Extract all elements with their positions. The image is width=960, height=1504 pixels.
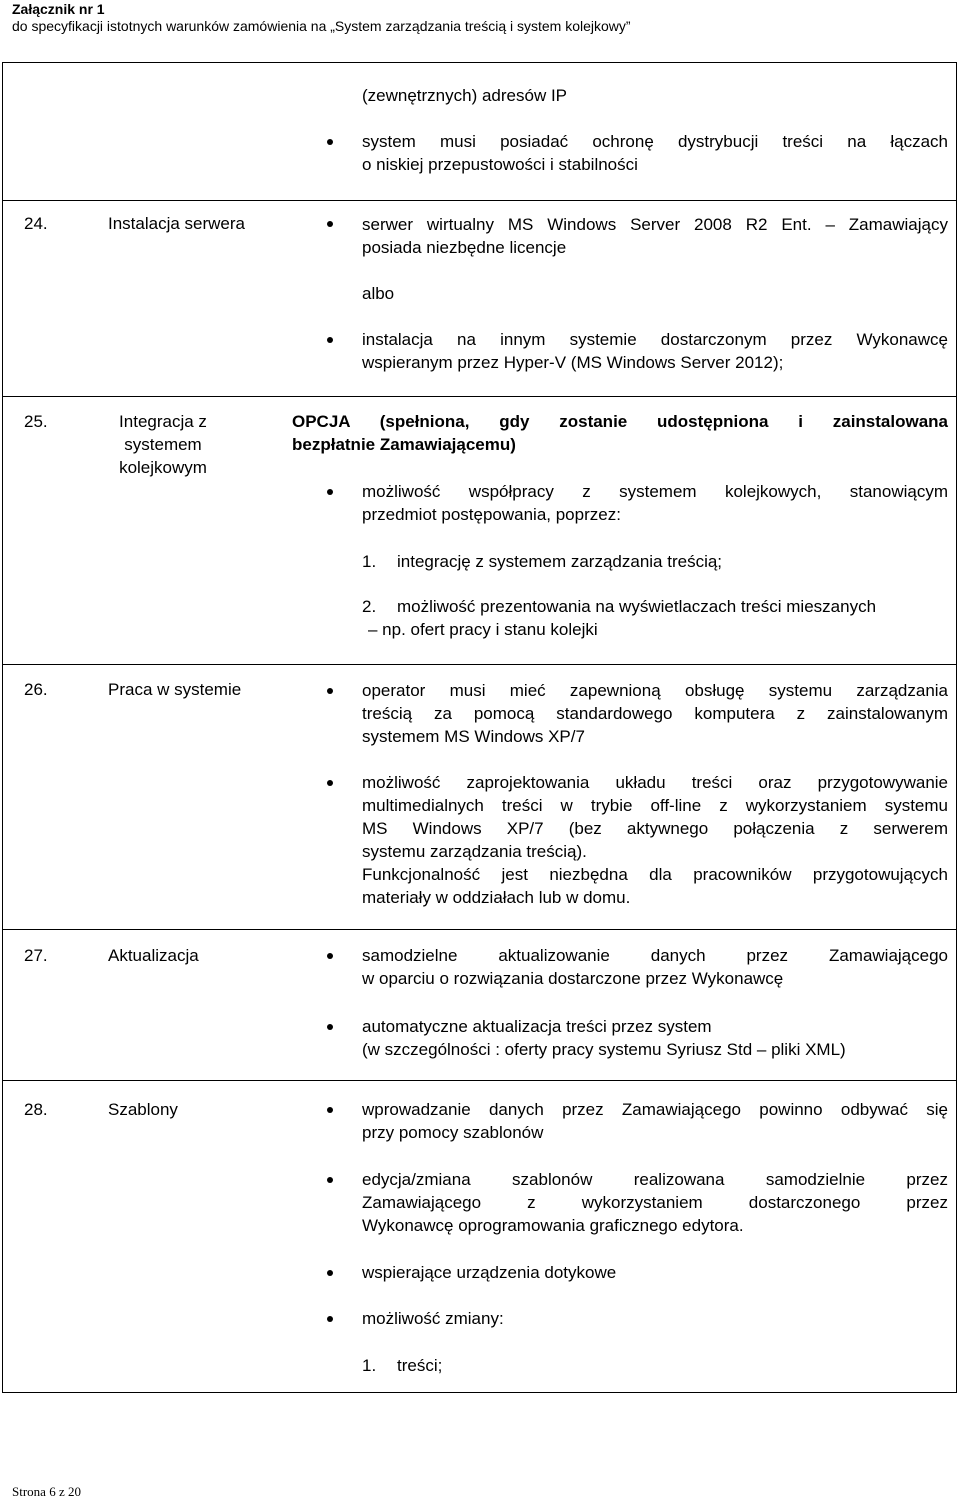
row-divider: [2, 200, 957, 201]
row-number-24: 24.: [24, 214, 48, 233]
r25-item-1: integrację z systemem zarządzania treścią;: [397, 552, 723, 571]
cont-text: (zewnętrznych) adresów IP: [362, 86, 568, 105]
r28-bullet-1: wprowadzanie danych przez Zamawiającego powinno odbywać się przy pomocy szablonów: [362, 1100, 948, 1142]
row-title-28: Szablony: [108, 1100, 178, 1119]
row-number-25: 25.: [24, 412, 48, 431]
row-divider: [2, 396, 957, 397]
r25-option: OPCJA (spełniona, gdy zostanie udostępniona i zainstalowana bezpłatnie Zamawiającemu): [292, 412, 948, 454]
attachment-title: Załącznik nr 1: [12, 1, 105, 17]
bullet-icon: [327, 221, 333, 227]
row-number-27: 27.: [24, 946, 48, 965]
r27-bullet-2: automatyczne aktualizacja treści przez system (w szczególności : oferty pracy systemu Syriusz Std – pliki XML): [362, 1017, 846, 1059]
row-title-25: Integracja z systemem kolejkowym: [119, 412, 207, 477]
r28-bullet-4: możliwość zmiany:: [362, 1309, 504, 1328]
r27-bullet-1: samodzielne aktualizowanie danych przez Zamawiającego w oparciu o rozwiązania dostarczone przez Wykonawcę: [362, 946, 948, 988]
row-number-26: 26.: [24, 680, 48, 699]
row-divider: [2, 1080, 957, 1081]
row-title-27: Aktualizacja: [108, 946, 199, 965]
r26-bullet-1: operator musi mieć zapewnioną obsługę systemu zarządzania treścią za pomocą standardowego komputera z zainstalowanym systemem MS Windows XP/7: [362, 681, 948, 746]
bullet-icon: [327, 337, 333, 343]
r28-item-1: treści;: [397, 1356, 443, 1375]
row-divider: [2, 929, 957, 930]
r28-bullet-3: wspierające urządzenia dotykowe: [362, 1263, 617, 1282]
bullet-icon: [327, 139, 333, 145]
r24-albo: albo: [362, 284, 395, 303]
row-title-24: Instalacja serwera: [108, 214, 246, 233]
bullet-icon: [327, 1270, 333, 1276]
row-divider: [2, 664, 957, 665]
bullet-icon: [327, 1024, 333, 1030]
r28-bullet-2: edycja/zmiana szablonów realizowana samodzielnie przez Zamawiającego z wykorzystaniem dostarczonego przez Wykonawcę oprogramowania graficznego edytora.: [362, 1170, 948, 1235]
bullet-icon: [327, 1177, 333, 1183]
r28-item-1-number: 1.: [362, 1356, 377, 1375]
bullet-icon: [327, 489, 333, 495]
r24-bullet-1: serwer wirtualny MS Windows Server 2008 R2 Ent. – Zamawiający posiada niezbędne licencje: [362, 215, 948, 257]
r26-bullet-2: możliwość zaprojektowania układu treści oraz przygotowywanie multimedialnych treści w trybie off-line z wykorzystaniem systemu MS Windows XP/7 (bez aktywnego połączenia z serwerem systemu zarządzania treścią). Funkcjonalność jest niezbędna dla pracowników przygotowujących materiały w oddziałach lub w domu.: [362, 773, 948, 907]
bullet-icon: [327, 780, 333, 786]
r25-bullet-1: możliwość współpracy z systemem kolejkowych, stanowiącym przedmiot postępowania, poprzez:: [362, 482, 948, 524]
r25-item-2: możliwość prezentowania na wyświetlaczach treści mieszanych – np. ofert pracy i stanu kolejki: [368, 597, 877, 639]
r24-bullet-2: instalacja na innym systemie dostarczonym przez Wykonawcę wspieranym przez Hyper-V (MS Windows Server 2012);: [362, 330, 948, 372]
cont-bullet-1: system musi posiadać ochronę dystrybucji treści na łączach o niskiej przepustowości i stabilności: [362, 132, 948, 174]
document-header: [12, 0, 631, 35]
r25-item-2-number: 2.: [362, 597, 377, 616]
bullet-icon: [327, 688, 333, 694]
page-number: Strona 6 z 20: [12, 1484, 81, 1499]
bullet-icon: [327, 1316, 333, 1322]
bullet-icon: [327, 1107, 333, 1113]
attachment-subtitle: do specyfikacji istotnych warunków zamówienia na „System zarządzania treścią i system kolejkowy”: [12, 18, 631, 34]
r25-item-1-number: 1.: [362, 552, 377, 571]
row-title-26: Praca w systemie: [108, 680, 242, 699]
row-number-28: 28.: [24, 1100, 48, 1119]
bullet-icon: [327, 953, 333, 959]
